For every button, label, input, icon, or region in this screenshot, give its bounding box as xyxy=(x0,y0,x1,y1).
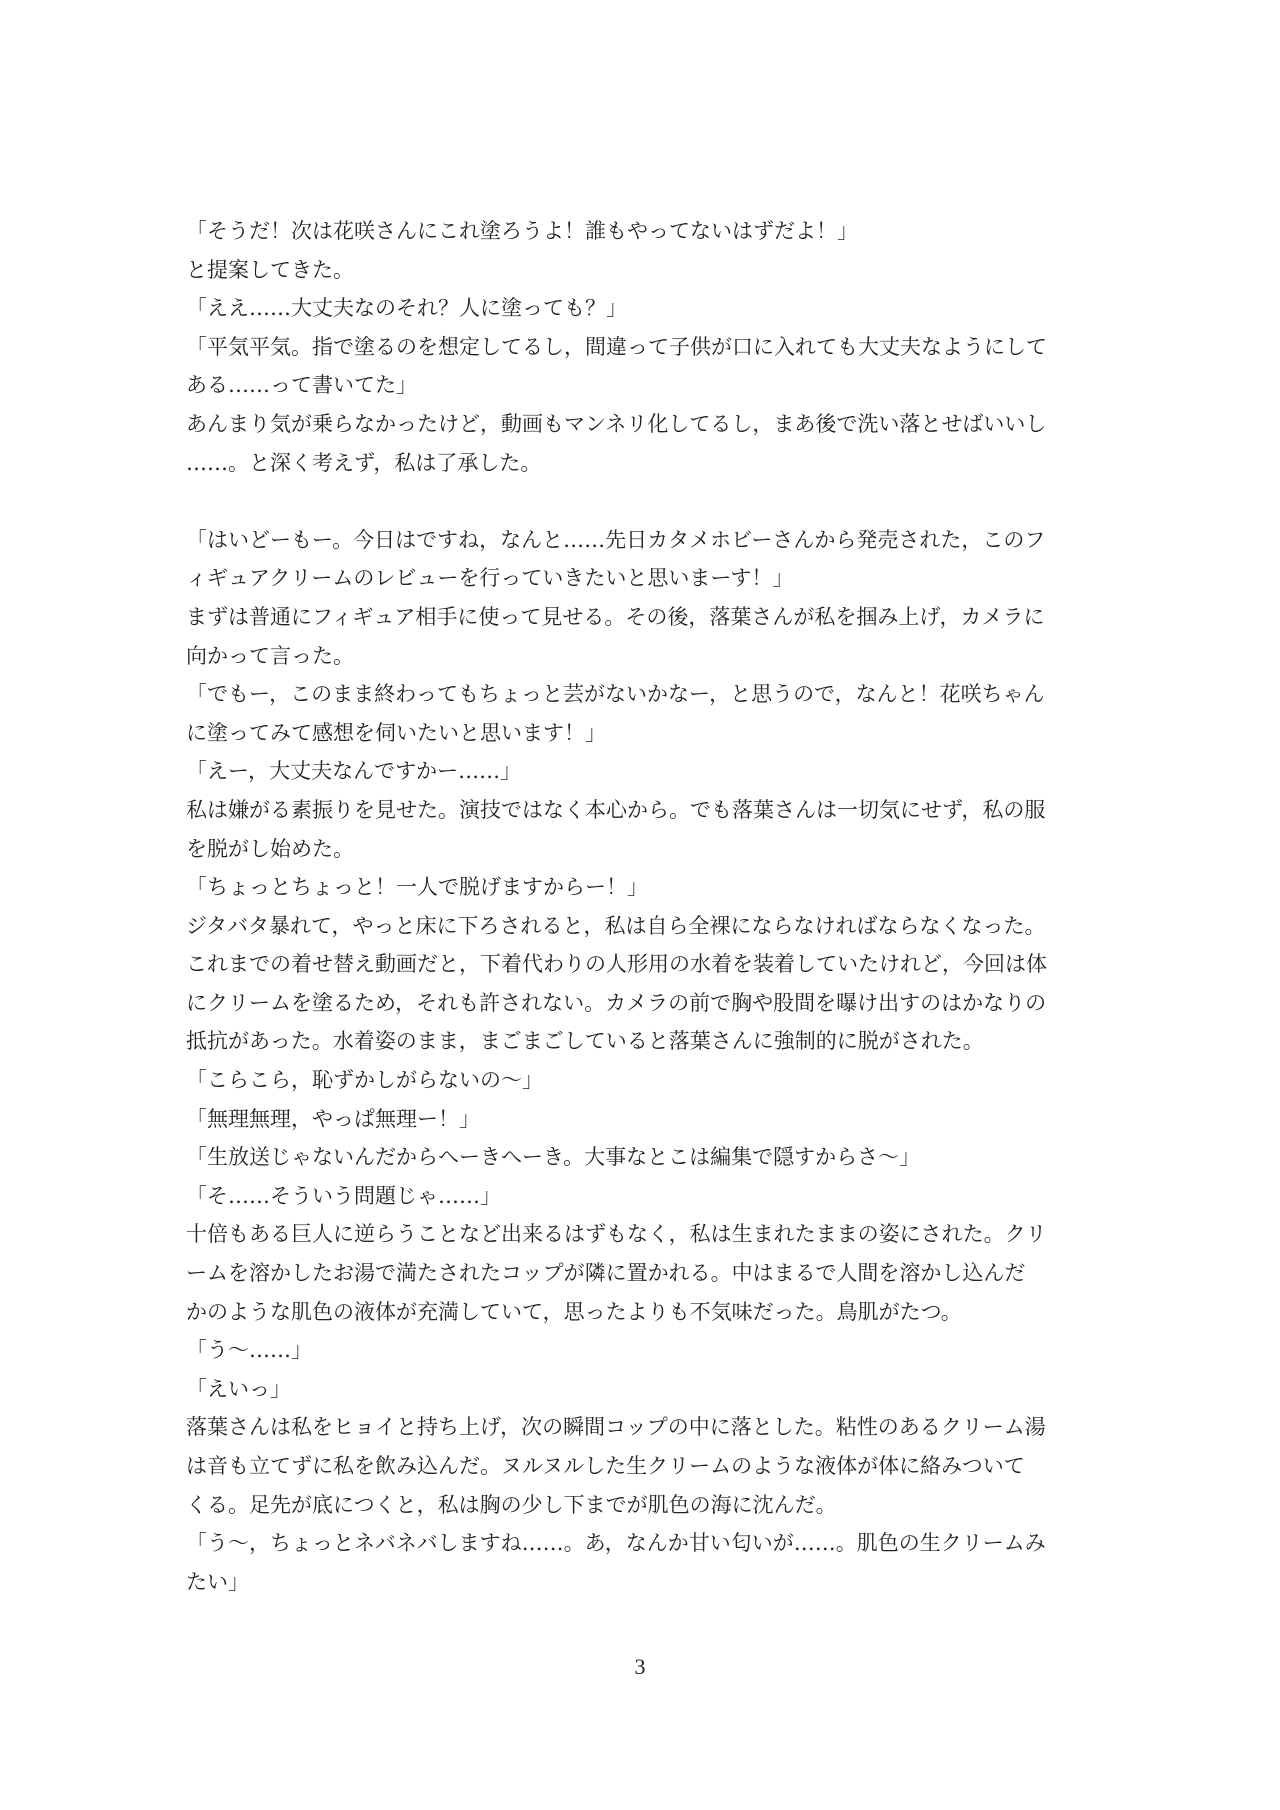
text-line: かのような肌色の液体が充満していて，思ったよりも不気味だった。鳥肌がたつ。 xyxy=(186,1299,962,1324)
text-line: を脱がし始めた。 xyxy=(186,836,354,861)
text-line: にクリームを塗るため，それも許されない。カメラの前で胸や股間を曝け出すのはかなりの xyxy=(186,990,1047,1015)
text-line: 落葉さんは私をヒョイと持ち上げ，次の瞬間コップの中に落とした。粘性のあるクリーム湯 xyxy=(186,1415,1046,1440)
text-line: たい」 xyxy=(186,1569,249,1594)
text-line: あんまり気が乗らなかったけど，動画もマンネリ化してるし，まあ後で洗い落とせばいいし xyxy=(186,411,1047,436)
body-text xyxy=(186,212,1106,1601)
text-line: 「う～……」 xyxy=(186,1338,312,1363)
text-line: 「えいっ」 xyxy=(186,1376,291,1401)
text-line: まずは普通にフィギュア相手に使って見せる。その後，落葉さんが私を掴み上げ，カメラに xyxy=(186,604,1045,629)
text-line: ……。と深く考えず，私は了承した。 xyxy=(186,450,542,475)
text-line: 「う～，ちょっとネバネバしますね……。あ，なんか甘い匂いが……。肌色の生クリームみ xyxy=(186,1531,1046,1556)
text-line: ある……って書いてた」 xyxy=(186,373,417,398)
text-line: に塗ってみて感想を伺いたいと思います！」 xyxy=(186,720,606,745)
text-line: 私は嫌がる素振りを見せた。演技ではなく本心から。でも落葉さんは一切気にせず，私の服 xyxy=(186,797,1046,822)
text-line: 「でもー，このまま終わってもちょっと芸がないかなー，と思うので，なんと！花咲ちゃん xyxy=(186,682,1045,707)
text-line: は音も立てずに私を飲み込んだ。ヌルヌルした生クリームのような液体が体に絡みついて xyxy=(186,1454,1025,1478)
text-line: くる。足先が底につくと，私は胸の少し下までが肌色の海に沈んだ。 xyxy=(186,1492,837,1517)
text-line: 「無理無理，やっぱ無理ー！」 xyxy=(186,1106,480,1131)
text-line: 「ちょっとちょっと！一人で脱げますからー！」 xyxy=(186,875,648,900)
text-line: 「はいどーもー。今日はですね，なんと……先日カタメホビーさんから発売された，このフ xyxy=(186,527,1046,552)
text-line: ームを溶かしたお湯で満たされたコップが隣に置かれる。中はまるで人間を溶かし込んだ xyxy=(186,1261,1026,1286)
text-line: 「生放送じゃないんだからへーきへーき。大事なとこは編集で隠すからさ～」 xyxy=(186,1145,921,1170)
text-line: 「そうだ！次は花咲さんにこれ塗ろうよ！誰もやってないはずだよ！」 xyxy=(186,219,858,243)
paragraph-break xyxy=(186,482,1106,521)
page-number: 3 xyxy=(634,1654,646,1679)
text-line: 「えー，大丈夫なんですかー……」 xyxy=(186,759,522,784)
text-line: ジタバタ暴れて，やっと床に下ろされると，私は自ら全裸にならなければならなくなった。 xyxy=(186,913,1046,938)
text-line: 「平気平気。指で塗るのを想定してるし，間違って子供が口に入れても大丈夫なようにして xyxy=(186,334,1047,359)
text-line: これまでの着せ替え動画だと，下着代わりの人形用の水着を装着していたけれど，今回は体 xyxy=(186,952,1047,977)
text-line: 「そ……そういう問題じゃ……」 xyxy=(186,1183,501,1208)
text-line: 向かって言った。 xyxy=(186,643,354,668)
text-line: ィギュアクリームのレビューを行っていきたいと思いまーす！」 xyxy=(186,566,794,591)
text-line: 「こらこら，恥ずかしがらないの～」 xyxy=(186,1068,543,1093)
text-line: 十倍もある巨人に逆らうことなど出来るはずもなく，私は生まれたままの姿にされた。クリ xyxy=(186,1222,1047,1247)
text-line: 「ええ……大丈夫なのそれ？人に塗っても？」 xyxy=(186,296,627,321)
text-line: と提案してきた。 xyxy=(186,257,354,282)
text-line: 抵抗があった。水着姿のまま，まごまごしていると落葉さんに強制的に脱がされた。 xyxy=(186,1029,984,1054)
